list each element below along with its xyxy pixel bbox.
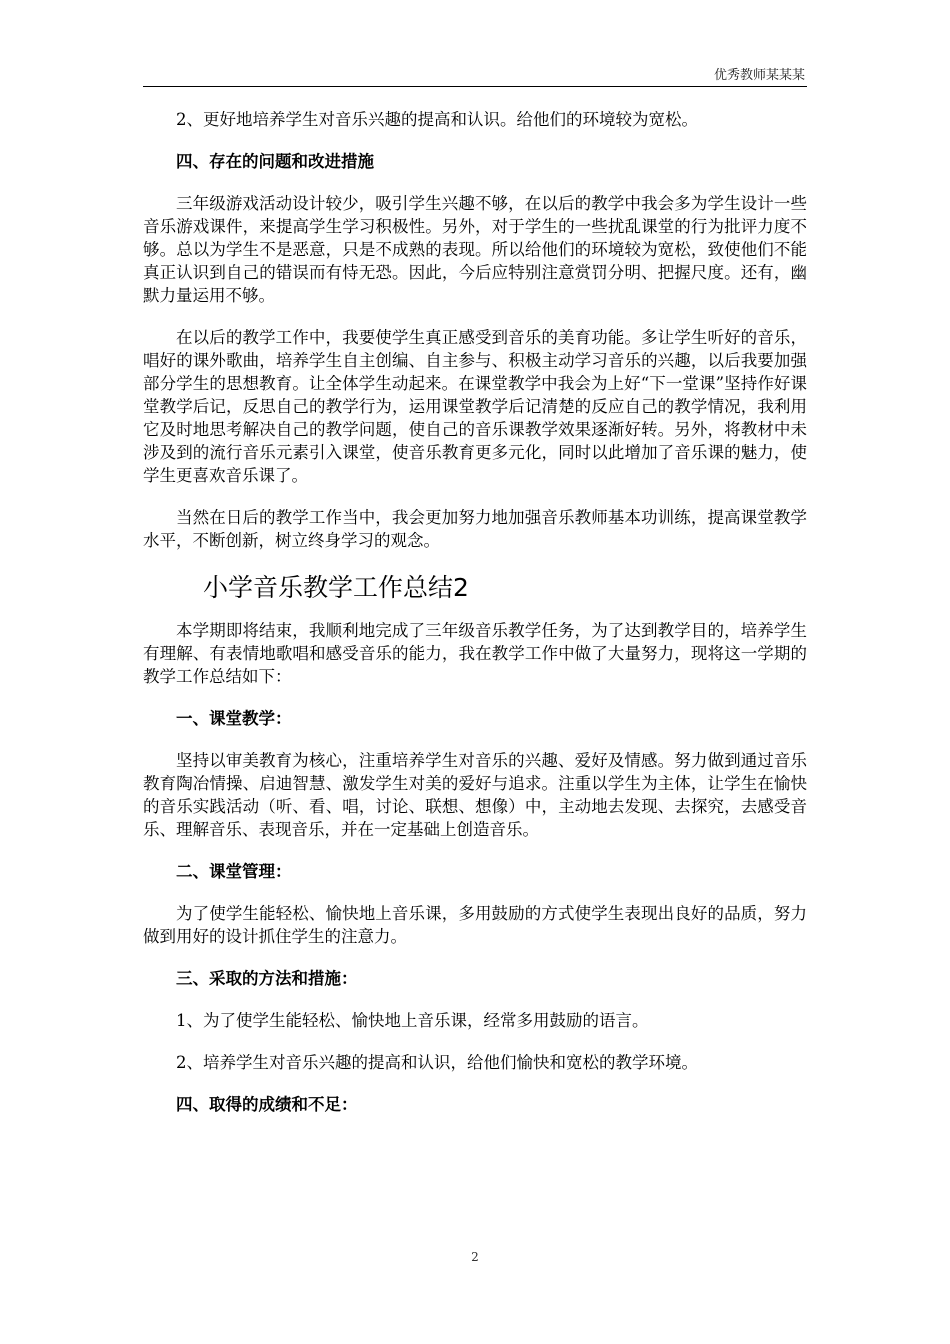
page-number: 2 <box>471 1250 479 1264</box>
section-heading: 四、存在的问题和改进措施 <box>176 152 374 171</box>
paragraph: 2、培养学生对音乐兴趣的提高和认识，给他们愉快和宽松的教学环境。 <box>176 1053 698 1072</box>
paragraph: 2、更好地培养学生对音乐兴趣的提高和认识。给他们的环境较为宽松。 <box>176 110 698 129</box>
paragraph: 1、为了使学生能轻松、愉快地上音乐课，经常多用鼓励的语言。 <box>176 1011 649 1030</box>
document-body <box>143 108 807 1135</box>
section-heading: 四、取得的成绩和不足： <box>176 1095 358 1114</box>
header-divider <box>143 86 807 87</box>
paragraph: 坚持以审美教育为核心，注重培养学生对音乐的兴趣、爱好及情感。努力做到通过音乐教育陶冶情操、启迪智慧、激发学生对美的爱好与追求。注重以学生为主体，让学生在愉快的音乐实践活动（听、看、唱，讨论、联想、想像）中，主动地去发现、去探究，去感受音乐、理解音乐、表现音乐，并在一定基础上创造音乐。 <box>143 751 807 839</box>
document-title: 小学音乐教学工作总结2 <box>203 573 469 602</box>
section-heading: 一、课堂教学： <box>176 709 292 728</box>
paragraph: 本学期即将结束，我顺利地完成了三年级音乐教学任务，为了达到教学目的，培养学生有理解、有表情地歌唱和感受音乐的能力，我在教学工作中做了大量努力，现将这一学期的教学工作总结如下： <box>143 621 807 686</box>
page-header-text: 优秀教师某某某 <box>713 68 805 83</box>
paragraph: 当然在日后的教学工作当中，我会更加努力地加强音乐教师基本功训练，提高课堂教学水平，不断创新，树立终身学习的观念。 <box>143 508 807 550</box>
section-heading: 二、课堂管理： <box>176 862 292 881</box>
paragraph: 为了使学生能轻松、愉快地上音乐课，多用鼓励的方式使学生表现出良好的品质，努力做到用好的设计抓住学生的注意力。 <box>143 904 807 946</box>
section-heading: 三、采取的方法和措施： <box>176 969 358 988</box>
paragraph: 在以后的教学工作中，我要使学生真正感受到音乐的美育功能。多让学生听好的音乐，唱好的课外歌曲，培养学生自主创编、自主参与、积极主动学习音乐的兴趣，以后我要加强部分学生的思想教育。让全体学生动起来。在课堂教学中我会为上好“下一堂课”坚持作好课堂教学后记，反思自己的教学行为，运用课堂教学后记清楚的反应自己的教学情况，我利用它及时地思考解决自己的教学问题，使自己的音乐课教学效果逐渐好转。另外，将教材中未涉及到的流行音乐元素引入课堂，使音乐教育更多元化，同时以此增加了音乐课的魅力，使学生更喜欢音乐课了。 <box>143 328 807 485</box>
paragraph: 三年级游戏活动设计较少，吸引学生兴趣不够，在以后的教学中我会多为学生设计一些音乐游戏课件，来提高学生学习积极性。另外，对于学生的一些扰乱课堂的行为批评力度不够。总以为学生不是恶意，只是不成熟的表现。所以给他们的环境较为宽松，致使他们不能真正认识到自己的错误而有恃无恐。因此，今后应特别注意赏罚分明、把握尺度。还有，幽默力量运用不够。 <box>143 194 807 305</box>
